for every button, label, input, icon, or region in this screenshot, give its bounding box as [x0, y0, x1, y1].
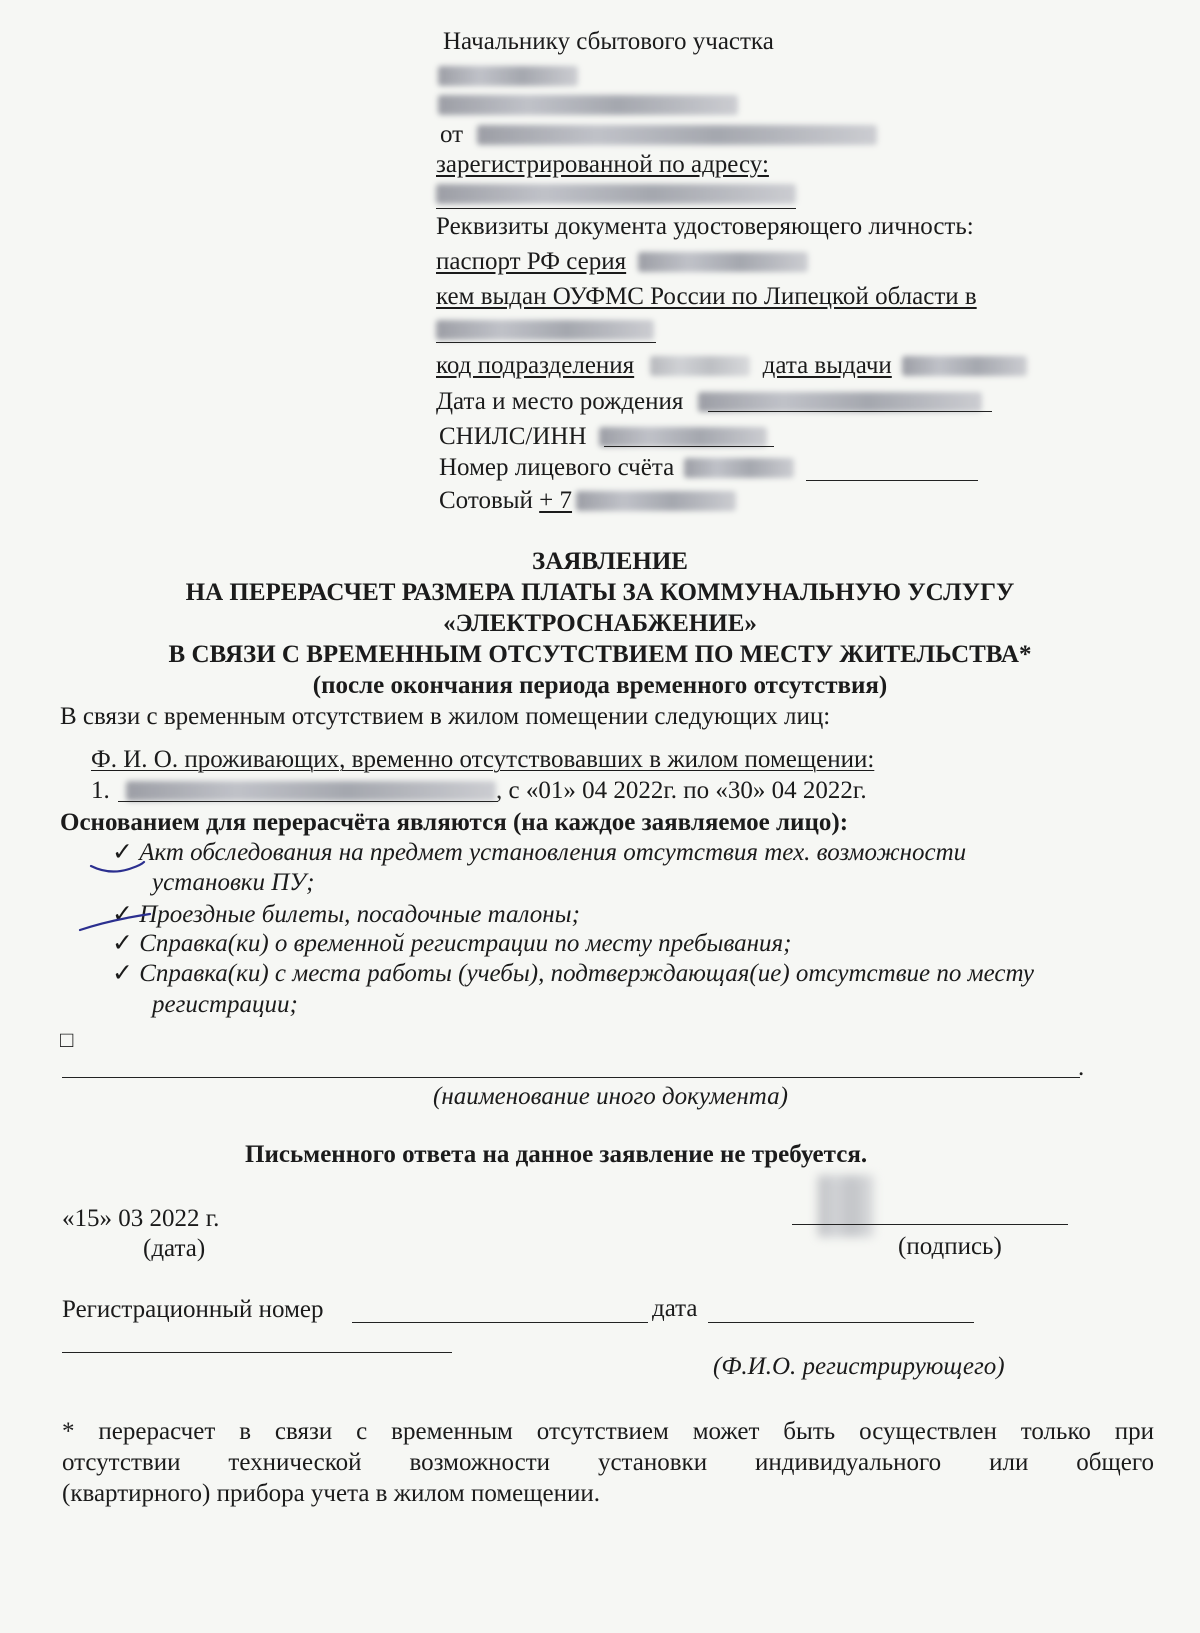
footnote-line-2: отсутствии технической возможности установки индивидуального или общего — [62, 1449, 1154, 1476]
redacted-birth-info — [698, 392, 982, 412]
registration-date-label: дата — [652, 1295, 698, 1322]
passport-line — [436, 247, 808, 277]
snils-underline — [604, 446, 774, 447]
footnote-line-3: (квартирного) прибора учета в жилом помещении. — [62, 1480, 601, 1507]
redacted-address — [436, 184, 796, 206]
recipient-title: Начальнику сбытового участка — [443, 28, 774, 55]
redacted-signature — [818, 1175, 878, 1243]
passport-label: паспорт РФ серия — [436, 248, 627, 275]
footnote-line-1: * перерасчет в связи с временным отсутствием может быть осуществлен только при — [62, 1418, 1154, 1445]
redacted-issue-date — [902, 356, 1027, 376]
phone-label: Сотовый — [439, 487, 533, 514]
issued-district-underline — [436, 342, 656, 343]
redacted-passport-number — [638, 252, 808, 272]
birth-label: Дата и место рождения — [436, 388, 684, 415]
ground-item-1: ✓ Акт обследования на предмет установления отсутствия тех. возможности — [112, 839, 967, 866]
issue-date-label: дата выдачи — [762, 352, 892, 379]
redacted-subdivision-code — [650, 356, 750, 376]
redacted-recipient-name — [438, 95, 738, 117]
registration-number-line[interactable] — [352, 1322, 648, 1323]
from-label: от — [440, 121, 464, 148]
other-document-period: . — [1078, 1054, 1085, 1081]
registration-date-line[interactable] — [708, 1322, 974, 1323]
birth-underline — [708, 411, 992, 412]
phone-line — [439, 486, 736, 516]
footnote — [62, 1416, 1154, 1509]
redacted-issued-district — [436, 320, 654, 342]
redacted-recipient-org — [438, 66, 578, 88]
ground-item-2: ✓ Проездные билеты, посадочные талоны; — [112, 901, 580, 928]
birth-line — [436, 387, 982, 417]
check-icon: ✓ — [112, 839, 133, 866]
redacted-phone-number — [576, 491, 736, 511]
account-label: Номер лицевого счёта — [439, 454, 675, 481]
address-underline — [436, 208, 796, 209]
registration-number-label: Регистрационный номер — [62, 1296, 324, 1323]
signature-caption: (подпись) — [898, 1233, 1002, 1260]
subdivision-line — [436, 351, 1027, 381]
other-document-caption: (наименование иного документа) — [433, 1083, 788, 1110]
issued-by-label: кем выдан ОУФМС России по Липецкой области в — [436, 283, 977, 310]
intro-text: В связи с временным отсутствием в жилом помещении следующих лиц: — [60, 703, 831, 730]
person-name-underline — [118, 801, 498, 802]
snils-label: СНИЛС/ИНН — [439, 423, 587, 450]
title-line-4: В СВЯЗИ С ВРЕМЕННЫМ ОТСУТСТВИЕМ ПО МЕСТУ ЖИТЕЛЬСТВА* — [168, 641, 1032, 668]
ground-item-1-continued: установки ПУ; — [152, 869, 315, 896]
grounds-heading: Основанием для перерасчёта являются (на каждое заявляемое лицо): — [60, 809, 849, 836]
signature-line — [792, 1224, 1068, 1225]
pen-check-mark — [78, 900, 158, 940]
ground-item-3: ✓ Справка(ки) о временной регистрации по месту пребывания; — [112, 930, 792, 957]
redacted-person-name — [126, 781, 496, 801]
account-line — [439, 453, 794, 483]
subdivision-label: код подразделения — [436, 352, 635, 379]
persons-label: Ф. И. О. проживающих, временно отсутствовавших в жилом помещении: — [91, 746, 875, 773]
ground-item-4: ✓ Справка(ки) с места работы (учебы), подтверждающая(ие) отсутствие по месту — [112, 960, 1035, 987]
person-number: 1. — [91, 777, 110, 804]
document-title: ЗАЯВЛЕНИЕ — [532, 548, 688, 575]
phone-prefix: + 7 — [539, 487, 573, 514]
title-line-3: «ЭЛЕКТРОСНАБЖЕНИЕ» — [443, 610, 757, 637]
title-line-5: (после окончания периода временного отсутствия) — [312, 672, 888, 699]
account-underline — [806, 480, 978, 481]
check-icon: ✓ — [112, 930, 133, 957]
date-value: «15» 03 2022 г. — [62, 1205, 220, 1232]
ground-item-4-continued: регистрации; — [152, 991, 298, 1018]
other-document-checkbox[interactable]: □ — [60, 1027, 74, 1052]
id-document-label: Реквизиты документа удостоверяющего личность: — [436, 213, 974, 240]
pen-check-mark — [88, 848, 148, 878]
other-document-line[interactable] — [62, 1077, 1080, 1078]
redacted-snils — [599, 427, 767, 447]
check-icon: ✓ — [112, 960, 133, 987]
registered-address-label: зарегистрированной по адресу: — [436, 151, 769, 178]
check-icon: ✓ — [112, 901, 133, 928]
redacted-applicant-name — [477, 125, 877, 145]
registrar-name-line[interactable] — [62, 1352, 452, 1353]
no-reply-notice: Письменного ответа на данное заявление не требуется. — [245, 1141, 868, 1168]
person-period: , с «01» 04 2022г. по «30» 04 2022г. — [496, 777, 867, 804]
snils-line — [439, 422, 767, 452]
date-caption: (дата) — [143, 1235, 206, 1262]
title-line-2: НА ПЕРЕРАСЧЕТ РАЗМЕРА ПЛАТЫ ЗА КОММУНАЛЬНУЮ УСЛУГУ — [185, 579, 1015, 606]
from-line — [440, 120, 877, 150]
registrar-caption: (Ф.И.О. регистрирующего) — [713, 1353, 1005, 1380]
redacted-account-number — [684, 458, 794, 478]
